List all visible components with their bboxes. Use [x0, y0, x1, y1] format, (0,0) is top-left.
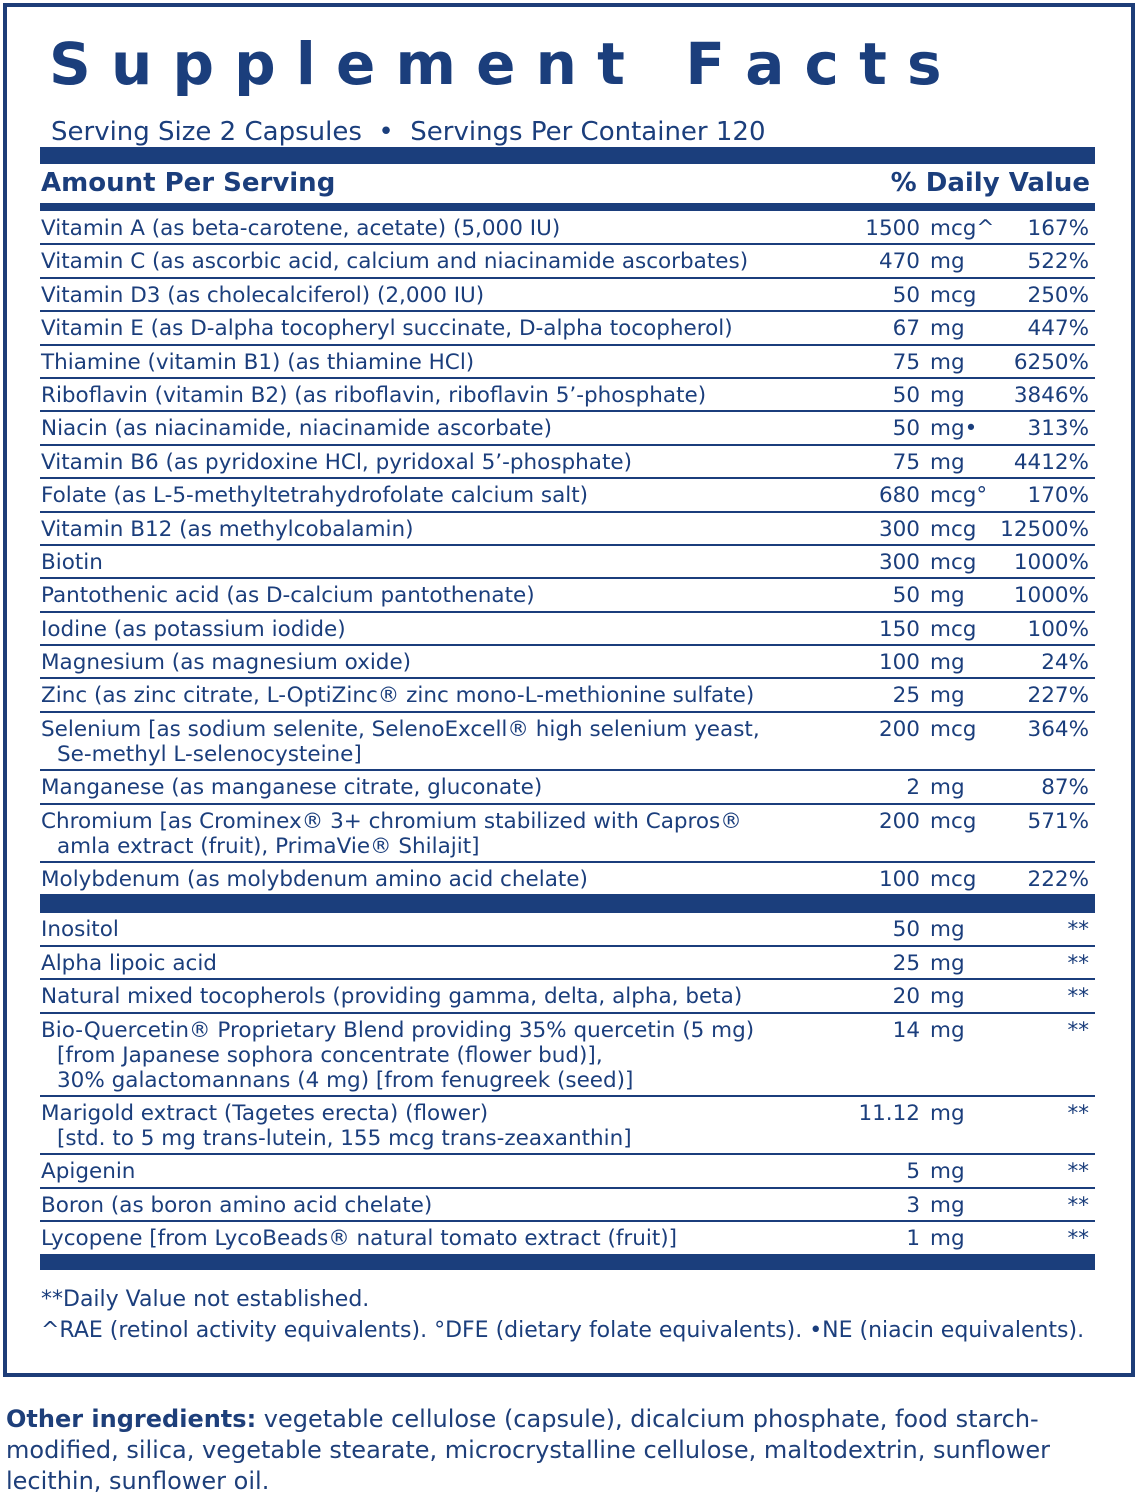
- nutrient-daily-value: **: [1067, 1017, 1089, 1043]
- nutrient-row: [40, 947, 1095, 980]
- nutrient-unit: mg: [930, 1100, 965, 1126]
- nutrient-daily-value: 447%: [1027, 316, 1089, 342]
- other-ingredients: [6, 1404, 1126, 1497]
- nutrient-unit: mcg^: [930, 216, 995, 241]
- nutrient-name: [41, 717, 811, 767]
- nutrient-amount: 50: [892, 282, 920, 308]
- nutrient-amount: 25: [892, 683, 920, 709]
- nutrient-name: [41, 867, 811, 892]
- nutrient-name: [41, 216, 811, 241]
- nutrient-amount: 2: [906, 775, 920, 801]
- nutrient-name: [41, 583, 811, 608]
- nutrient-row: [40, 279, 1095, 312]
- nutrient-amount: 67: [892, 316, 920, 342]
- nutrient-row: [40, 863, 1095, 896]
- nutrient-name-line: Folate (as L-5-methyltetrahydrofolate calcium salt): [41, 483, 589, 509]
- nutrient-name-line: Vitamin C (as ascorbic acid, calcium and niacinamide ascorbates): [41, 249, 749, 275]
- nutrient-name-line: Vitamin D3 (as cholecalciferol) (2,000 IU): [41, 282, 485, 308]
- nutrient-name: [41, 316, 811, 341]
- nutrient-unit: mg: [930, 650, 965, 676]
- nutrient-daily-value: **: [1067, 1226, 1089, 1252]
- nutrient-name-line: Inositol: [41, 917, 119, 943]
- serving-info: Serving Size 2 Capsules • Servings Per Container 120: [51, 117, 766, 147]
- nutrient-row: [40, 771, 1095, 804]
- nutrient-name: [41, 1101, 811, 1151]
- nutrient-daily-value: 571%: [1027, 808, 1089, 834]
- nutrient-name-line: Thiamine (vitamin B1) (as thiamine HCl): [41, 349, 475, 375]
- nutrient-row: [40, 479, 1095, 512]
- nutrient-row: [40, 546, 1095, 579]
- nutrient-daily-value: 222%: [1027, 867, 1089, 893]
- nutrient-unit: mcg: [930, 516, 977, 542]
- nutrient-unit: mg: [930, 775, 965, 801]
- nutrient-amount: 50: [892, 917, 920, 943]
- nutrient-amount: 50: [892, 583, 920, 609]
- nutrient-unit: mg: [930, 984, 965, 1010]
- nutrient-unit: mg: [930, 1017, 965, 1043]
- nutrient-amount: 200: [878, 716, 920, 742]
- nutrient-name-line: Zinc (as zinc citrate, L-OptiZinc® zinc mono-L-methionine sulfate): [41, 683, 755, 709]
- nutrient-daily-value: 24%: [1041, 650, 1089, 676]
- nutrient-unit: mg: [930, 316, 965, 342]
- nutrient-amount: 1: [906, 1226, 920, 1252]
- nutrient-daily-value: 6250%: [1013, 349, 1089, 375]
- nutrient-amount: 50: [892, 382, 920, 408]
- other-ingredients-label: Other ingredients:: [6, 1405, 257, 1433]
- nutrient-amount: 14: [892, 1017, 920, 1043]
- footnote-equivalents: ^RAE (retinol activity equivalents). °DFE (dietary folate equivalents). •NE (niacin equivalents).: [41, 1318, 1085, 1343]
- nutrient-unit: mcg°: [930, 483, 988, 509]
- nutrient-unit: mcg: [930, 716, 977, 742]
- nutrient-name: [41, 483, 811, 508]
- nutrient-amount: 300: [878, 549, 920, 575]
- nutrient-row: [40, 513, 1095, 546]
- nutrient-name-line: amla extract (fruit), PrimaVie® Shilajit]: [57, 833, 480, 859]
- nutrient-daily-value: 1000%: [1013, 583, 1089, 609]
- nutrient-amount: 680: [878, 483, 920, 509]
- nutrient-row: [40, 1222, 1095, 1255]
- nutrient-daily-value: 522%: [1027, 249, 1089, 275]
- nutrient-row: [40, 1014, 1095, 1097]
- nutrient-name: [41, 951, 811, 976]
- nutrient-amount: 150: [878, 616, 920, 642]
- nutrient-name: [41, 650, 811, 675]
- nutrient-amount: 75: [892, 349, 920, 375]
- nutrient-unit: mg•: [930, 416, 978, 442]
- nutrient-unit: mcg: [930, 867, 977, 893]
- nutrient-name-line: Chromium [as Crominex® 3+ chromium stabilized with Capros®: [41, 808, 742, 834]
- nutrient-daily-value: **: [1067, 950, 1089, 976]
- nutrient-name-line: Se-methyl L-selenocysteine]: [57, 741, 362, 767]
- nutrient-row: [40, 1155, 1095, 1188]
- nutrient-daily-value: 170%: [1027, 483, 1089, 509]
- nutrient-daily-value: **: [1067, 1192, 1089, 1218]
- nutrient-daily-value: 313%: [1027, 416, 1089, 442]
- nutrient-name-line: Apigenin: [41, 1159, 136, 1185]
- nutrient-amount: 300: [878, 516, 920, 542]
- nutrient-row: [40, 646, 1095, 679]
- nutrient-name-line: [from Japanese sophora concentrate (flower bud)],: [57, 1042, 603, 1068]
- nutrient-row: [40, 913, 1095, 946]
- panel-title: S u p p l e m e n t F a c t s: [49, 30, 942, 98]
- nutrient-daily-value: 364%: [1027, 716, 1089, 742]
- nutrient-name: [41, 416, 811, 441]
- nutrient-name-line: Lycopene [from LycoBeads® natural tomato extract (fruit)]: [41, 1226, 678, 1252]
- nutrient-row: [40, 980, 1095, 1013]
- nutrient-name-line: Alpha lipoic acid: [41, 950, 217, 976]
- nutrient-name-line: Vitamin B6 (as pyridoxine HCl, pyridoxal 5’-phosphate): [41, 449, 633, 475]
- nutrient-unit: mcg: [930, 282, 977, 308]
- nutrient-daily-value: 250%: [1027, 282, 1089, 308]
- nutrient-name-line: Iodine (as potassium iodide): [41, 616, 346, 642]
- nutrient-name-line: Vitamin E (as D-alpha tocopheryl succinate, D-alpha tocopherol): [41, 316, 733, 342]
- nutrient-name: [41, 683, 811, 708]
- nutrient-row: [40, 679, 1095, 712]
- top-thick-rule: [40, 147, 1095, 164]
- nutrient-row: [40, 1097, 1095, 1155]
- nutrient-unit: mg: [930, 1226, 965, 1252]
- nutrient-name-line: Manganese (as manganese citrate, gluconate): [41, 775, 543, 801]
- nutrient-name: [41, 617, 811, 642]
- daily-value-header: % Daily Value: [890, 168, 1090, 198]
- nutrient-name: [41, 283, 811, 308]
- nutrient-name: [41, 917, 811, 942]
- nutrient-unit: mg: [930, 683, 965, 709]
- nutrient-amount: 25: [892, 950, 920, 976]
- nutrient-name-line: Pantothenic acid (as D-calcium pantothenate): [41, 583, 535, 609]
- bottom-thick-rule: [40, 1256, 1095, 1270]
- nutrient-amount: 50: [892, 416, 920, 442]
- nutrient-row: [40, 613, 1095, 646]
- nutrient-amount: 75: [892, 449, 920, 475]
- nutrient-amount: 11.12: [858, 1100, 920, 1126]
- nutrient-unit: mg: [930, 382, 965, 408]
- nutrient-name-line: Bio-Quercetin® Proprietary Blend providing 35% quercetin (5 mg): [41, 1017, 755, 1043]
- nutrient-row: [40, 579, 1095, 612]
- nutrient-name: [41, 350, 811, 375]
- nutrient-daily-value: **: [1067, 984, 1089, 1010]
- nutrient-unit: mg: [930, 917, 965, 943]
- nutrient-name-line: Natural mixed tocopherols (providing gamma, delta, alpha, beta): [41, 984, 743, 1010]
- nutrient-name: [41, 550, 811, 575]
- amount-per-serving-header: Amount Per Serving: [41, 168, 336, 198]
- nutrient-daily-value: **: [1067, 917, 1089, 943]
- nutrient-row: [40, 379, 1095, 412]
- nutrient-name-line: 30% galactomannans (4 mg) [from fenugreek (seed)]: [57, 1067, 634, 1093]
- nutrient-name: [41, 1018, 811, 1093]
- nutrient-row: [40, 412, 1095, 445]
- nutrient-daily-value: 1000%: [1013, 549, 1089, 575]
- nutrient-name: [41, 1193, 811, 1218]
- nutrient-name: [41, 1159, 811, 1184]
- nutrient-name: [41, 809, 811, 859]
- nutrient-name-line: Vitamin B12 (as methylcobalamin): [41, 516, 414, 542]
- nutrient-row: [40, 245, 1095, 278]
- nutrient-row: [40, 1189, 1095, 1222]
- nutrient-unit: mg: [930, 349, 965, 375]
- nutrient-table: [40, 212, 1095, 1270]
- footnotes: [41, 1284, 1084, 1346]
- section-divider-rule: [40, 896, 1095, 913]
- nutrient-unit: mcg: [930, 616, 977, 642]
- nutrient-row: [40, 446, 1095, 479]
- nutrient-name-line: Vitamin A (as beta-carotene, acetate) (5,000 IU): [41, 216, 561, 241]
- nutrient-row: [40, 312, 1095, 345]
- nutrient-amount: 5: [906, 1159, 920, 1185]
- nutrient-row: [40, 346, 1095, 379]
- nutrient-name-line: Marigold extract (Tagetes erecta) (flower): [41, 1100, 489, 1126]
- other-ingredients-text: vegetable cellulose (capsule), dicalcium phosphate, food starch-modified, silica, vegetable stearate, microcrystalline cellulose, maltodextrin, sunflower lecithin, sunflower oil.: [6, 1405, 1050, 1495]
- nutrient-unit: mg: [930, 1159, 965, 1185]
- nutrient-daily-value: 167%: [1027, 216, 1089, 241]
- header-rule: [40, 203, 1095, 211]
- nutrient-name: [41, 383, 811, 408]
- nutrient-amount: 470: [878, 249, 920, 275]
- nutrient-amount: 3: [906, 1192, 920, 1218]
- nutrient-name-line: Niacin (as niacinamide, niacinamide ascorbate): [41, 416, 552, 442]
- nutrient-row: [40, 805, 1095, 863]
- nutrient-unit: mg: [930, 249, 965, 275]
- nutrient-amount: 200: [878, 808, 920, 834]
- nutrient-unit: mg: [930, 950, 965, 976]
- nutrient-daily-value: 87%: [1041, 775, 1089, 801]
- nutrient-daily-value: **: [1067, 1100, 1089, 1126]
- nutrient-name: [41, 517, 811, 542]
- nutrient-name-line: Riboflavin (vitamin B2) (as riboflavin, riboflavin 5’-phosphate): [41, 382, 707, 408]
- nutrient-unit: mg: [930, 1192, 965, 1218]
- nutrient-name-line: Boron (as boron amino acid chelate): [41, 1192, 433, 1218]
- nutrient-amount: 100: [878, 867, 920, 893]
- nutrient-name: [41, 984, 811, 1009]
- nutrient-daily-value: 227%: [1027, 683, 1089, 709]
- nutrient-row: [40, 713, 1095, 771]
- nutrient-daily-value: **: [1067, 1159, 1089, 1185]
- nutrient-unit: mcg: [930, 549, 977, 575]
- footnote-dv: **Daily Value not established.: [41, 1287, 370, 1312]
- nutrient-daily-value: 100%: [1027, 616, 1089, 642]
- nutrient-unit: mg: [930, 449, 965, 475]
- nutrient-name: [41, 1226, 811, 1251]
- nutrient-name-line: Molybdenum (as molybdenum amino acid chelate): [41, 867, 588, 893]
- nutrient-row: [40, 212, 1095, 245]
- nutrient-daily-value: 4412%: [1013, 449, 1089, 475]
- nutrient-unit: mcg: [930, 808, 977, 834]
- nutrient-name: [41, 450, 811, 475]
- nutrient-name: [41, 249, 811, 274]
- nutrient-name-line: Magnesium (as magnesium oxide): [41, 650, 412, 676]
- nutrient-name-line: [std. to 5 mg trans-lutein, 155 mcg trans-zeaxanthin]: [57, 1125, 632, 1151]
- nutrient-unit: mg: [930, 583, 965, 609]
- nutrient-amount: 20: [892, 984, 920, 1010]
- nutrient-amount: 100: [878, 650, 920, 676]
- nutrient-name: [41, 775, 811, 800]
- nutrient-amount: 1500: [865, 216, 920, 241]
- nutrient-name-line: Biotin: [41, 549, 103, 575]
- nutrient-daily-value: 12500%: [1000, 516, 1089, 542]
- nutrient-daily-value: 3846%: [1013, 382, 1089, 408]
- nutrient-name-line: Selenium [as sodium selenite, SelenoExcell® high selenium yeast,: [41, 716, 760, 742]
